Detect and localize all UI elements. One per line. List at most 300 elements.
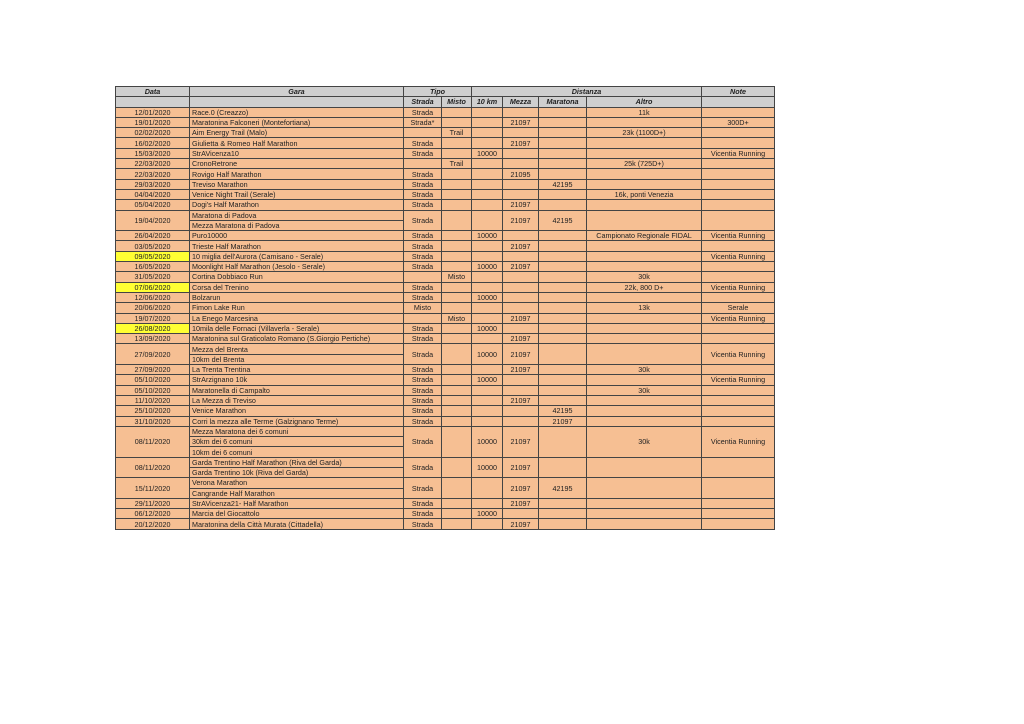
table-row [116, 498, 775, 508]
maratona-cell [539, 107, 587, 117]
table-row [116, 159, 775, 169]
maratona-cell [539, 344, 587, 365]
strada-cell [404, 128, 442, 138]
table-row [116, 241, 775, 251]
maratona-cell [539, 159, 587, 169]
race-name-cell: Giulietta & Romeo Half Marathon [190, 138, 404, 148]
mezza-cell [503, 159, 539, 169]
date-cell: 11/10/2020 [116, 395, 190, 405]
altro-cell [587, 344, 702, 365]
race-name-cell: Maratonella di Campalto [190, 385, 404, 395]
altro-cell [587, 498, 702, 508]
table-row [116, 117, 775, 127]
race-name-cell: Venice Night Trail (Serale) [190, 189, 404, 199]
altro-cell [587, 323, 702, 333]
altro-cell [587, 509, 702, 519]
race-name-cell: StrArzignano 10k [190, 375, 404, 385]
maratona-cell [539, 313, 587, 323]
maratona-cell [539, 323, 587, 333]
table-row [116, 292, 775, 302]
misto-cell [442, 200, 472, 210]
10km-cell: 10000 [472, 292, 503, 302]
misto-cell [442, 148, 472, 158]
date-cell: 13/09/2020 [116, 334, 190, 344]
10km-cell [472, 251, 503, 261]
maratona-cell [539, 303, 587, 313]
maratona-cell [539, 117, 587, 127]
strada-cell: Strada [404, 138, 442, 148]
10km-cell [472, 282, 503, 292]
10km-cell [472, 395, 503, 405]
mezza-cell: 21097 [503, 210, 539, 231]
10km-cell [472, 107, 503, 117]
mezza-cell [503, 406, 539, 416]
altro-cell [587, 478, 702, 499]
10km-cell [472, 498, 503, 508]
maratona-cell [539, 241, 587, 251]
note-cell [702, 365, 775, 375]
10km-cell [472, 519, 503, 529]
race-name-cell: Race.0 (Creazzo) [190, 107, 404, 117]
strada-cell [404, 159, 442, 169]
10km-cell [472, 128, 503, 138]
date-cell: 03/05/2020 [116, 241, 190, 251]
note-cell [702, 395, 775, 405]
table-row [116, 189, 775, 199]
race-table [115, 86, 775, 530]
misto-cell [442, 189, 472, 199]
maratona-cell [539, 282, 587, 292]
altro-cell: 13k [587, 303, 702, 313]
strada-cell: Strada [404, 189, 442, 199]
misto-cell [442, 498, 472, 508]
header-row-sub [116, 97, 775, 107]
mezza-cell [503, 128, 539, 138]
table-row [116, 179, 775, 189]
table-row [116, 478, 775, 488]
altro-cell: 30k [587, 365, 702, 375]
misto-cell [442, 426, 472, 457]
strada-cell: Strada [404, 375, 442, 385]
misto-cell [442, 303, 472, 313]
10km-cell [472, 385, 503, 395]
misto-cell: Misto [442, 272, 472, 282]
altro-cell: 22k, 800 D+ [587, 282, 702, 292]
table-row [116, 262, 775, 272]
header-blank [190, 97, 404, 107]
race-name-cell: Treviso Marathon [190, 179, 404, 189]
race-name-cell: Venice Marathon [190, 406, 404, 416]
maratona-cell [539, 189, 587, 199]
race-name-cell: Corsa del Trenino [190, 282, 404, 292]
race-name-cell: Garda Trentino Half Marathon (Riva del Garda) [190, 457, 404, 467]
misto-cell [442, 395, 472, 405]
strada-cell: Strada [404, 292, 442, 302]
note-cell: Vicentia Running [702, 231, 775, 241]
misto-cell [442, 344, 472, 365]
mezza-cell [503, 107, 539, 117]
strada-cell: Strada [404, 395, 442, 405]
10km-cell [472, 406, 503, 416]
mezza-cell: 21095 [503, 169, 539, 179]
mezza-cell: 21097 [503, 117, 539, 127]
header-strada: Strada [404, 97, 442, 107]
header-blank [116, 97, 190, 107]
table-row [116, 313, 775, 323]
strada-cell: Strada [404, 406, 442, 416]
10km-cell [472, 241, 503, 251]
altro-cell: 16k, ponti Venezia [587, 189, 702, 199]
header-distanza: Distanza [472, 87, 702, 97]
mezza-cell: 21097 [503, 344, 539, 365]
mezza-cell: 21097 [503, 200, 539, 210]
maratona-cell [539, 365, 587, 375]
mezza-cell [503, 416, 539, 426]
race-name-cell: Maratona di Padova [190, 210, 404, 220]
race-name-cell: La Trenta Trentina [190, 365, 404, 375]
table-row [116, 426, 775, 436]
date-cell: 06/12/2020 [116, 509, 190, 519]
strada-cell: Strada [404, 251, 442, 261]
race-name-cell: Mezza Maratona dei 6 comuni [190, 426, 404, 436]
note-cell [702, 189, 775, 199]
strada-cell: Strada [404, 262, 442, 272]
table-row [116, 365, 775, 375]
misto-cell [442, 385, 472, 395]
race-name-cell: Garda Trentino 10k (Riva del Garda) [190, 467, 404, 477]
table-row [116, 148, 775, 158]
strada-cell: Strada [404, 210, 442, 231]
note-cell [702, 179, 775, 189]
altro-cell [587, 169, 702, 179]
misto-cell [442, 292, 472, 302]
race-name-cell: Verona Marathon [190, 478, 404, 488]
date-cell: 26/04/2020 [116, 231, 190, 241]
10km-cell: 10000 [472, 344, 503, 365]
mezza-cell [503, 323, 539, 333]
date-cell: 20/12/2020 [116, 519, 190, 529]
strada-cell: Strada [404, 241, 442, 251]
table-row [116, 406, 775, 416]
maratona-cell [539, 251, 587, 261]
table-row [116, 509, 775, 519]
maratona-cell [539, 272, 587, 282]
misto-cell: Trail [442, 159, 472, 169]
altro-cell [587, 148, 702, 158]
table-row [116, 344, 775, 354]
mezza-cell [503, 303, 539, 313]
race-name-cell: La Mezza di Treviso [190, 395, 404, 405]
table-row [116, 385, 775, 395]
table-row [116, 416, 775, 426]
maratona-cell [539, 375, 587, 385]
table-row [116, 334, 775, 344]
maratona-cell [539, 498, 587, 508]
strada-cell: Strada [404, 457, 442, 478]
race-name-cell: 10mila delle Fornaci (Villaverla - Serale) [190, 323, 404, 333]
table-row [116, 128, 775, 138]
table-row [116, 375, 775, 385]
strada-cell: Strada [404, 365, 442, 375]
10km-cell [472, 334, 503, 344]
date-cell: 26/08/2020 [116, 323, 190, 333]
strada-cell: Strada [404, 200, 442, 210]
race-name-cell: CronoRetrone [190, 159, 404, 169]
mezza-cell [503, 251, 539, 261]
header-note: Note [702, 87, 775, 97]
misto-cell [442, 375, 472, 385]
date-cell: 22/03/2020 [116, 159, 190, 169]
misto-cell [442, 251, 472, 261]
race-name-cell: La Enego Marcesina [190, 313, 404, 323]
race-name-cell: Cortina Dobbiaco Run [190, 272, 404, 282]
misto-cell [442, 231, 472, 241]
race-name-cell: 30km dei 6 comuni [190, 437, 404, 447]
maratona-cell [539, 128, 587, 138]
date-cell: 12/01/2020 [116, 107, 190, 117]
table-row [116, 210, 775, 220]
mezza-cell: 21097 [503, 138, 539, 148]
altro-cell [587, 292, 702, 302]
strada-cell: Strada [404, 334, 442, 344]
table-row [116, 323, 775, 333]
misto-cell: Trail [442, 128, 472, 138]
race-calendar-sheet [115, 86, 774, 530]
misto-cell [442, 478, 472, 499]
altro-cell [587, 262, 702, 272]
date-cell: 20/06/2020 [116, 303, 190, 313]
mezza-cell: 21097 [503, 426, 539, 457]
date-cell: 07/06/2020 [116, 282, 190, 292]
header-mezza: Mezza [503, 97, 539, 107]
maratona-cell [539, 519, 587, 529]
strada-cell: Strada [404, 498, 442, 508]
10km-cell: 10000 [472, 457, 503, 478]
mezza-cell [503, 292, 539, 302]
note-cell [702, 406, 775, 416]
strada-cell: Strada [404, 282, 442, 292]
race-name-cell: Puro10000 [190, 231, 404, 241]
misto-cell [442, 241, 472, 251]
altro-cell [587, 313, 702, 323]
maratona-cell [539, 509, 587, 519]
strada-cell: Strada [404, 509, 442, 519]
mezza-cell [503, 148, 539, 158]
10km-cell: 10000 [472, 148, 503, 158]
maratona-cell [539, 426, 587, 457]
date-cell: 15/03/2020 [116, 148, 190, 158]
date-cell: 05/10/2020 [116, 385, 190, 395]
race-name-cell: 10 miglia dell'Aurora (Camisano - Serale) [190, 251, 404, 261]
10km-cell [472, 189, 503, 199]
altro-cell [587, 251, 702, 261]
10km-cell [472, 478, 503, 499]
note-cell: Vicentia Running [702, 344, 775, 365]
header-misto: Misto [442, 97, 472, 107]
altro-cell [587, 519, 702, 529]
misto-cell [442, 179, 472, 189]
mezza-cell [503, 509, 539, 519]
note-cell [702, 272, 775, 282]
date-cell: 02/02/2020 [116, 128, 190, 138]
10km-cell [472, 303, 503, 313]
table-row [116, 457, 775, 467]
mezza-cell: 21097 [503, 365, 539, 375]
date-cell: 29/11/2020 [116, 498, 190, 508]
table-row [116, 169, 775, 179]
table-row [116, 107, 775, 117]
race-name-cell: Dogi's Half Marathon [190, 200, 404, 210]
10km-cell: 10000 [472, 323, 503, 333]
mezza-cell: 21097 [503, 478, 539, 499]
race-name-cell: Aim Energy Trail (Malo) [190, 128, 404, 138]
altro-cell [587, 117, 702, 127]
misto-cell [442, 457, 472, 478]
altro-cell [587, 334, 702, 344]
note-cell: Vicentia Running [702, 148, 775, 158]
note-cell [702, 128, 775, 138]
table-row [116, 200, 775, 210]
race-name-cell: Maratonina della Città Murata (Cittadella) [190, 519, 404, 529]
maratona-cell [539, 200, 587, 210]
note-cell [702, 416, 775, 426]
misto-cell [442, 519, 472, 529]
strada-cell: Strada [404, 323, 442, 333]
race-name-cell: Moonlight Half Marathon (Jesolo - Serale) [190, 262, 404, 272]
note-cell: Vicentia Running [702, 282, 775, 292]
altro-cell [587, 179, 702, 189]
date-cell: 08/11/2020 [116, 457, 190, 478]
altro-cell [587, 416, 702, 426]
note-cell [702, 169, 775, 179]
header-gara: Gara [190, 87, 404, 97]
misto-cell [442, 334, 472, 344]
date-cell: 05/10/2020 [116, 375, 190, 385]
10km-cell [472, 159, 503, 169]
date-cell: 15/11/2020 [116, 478, 190, 499]
race-name-cell: Mezza del Brenta [190, 344, 404, 354]
misto-cell [442, 365, 472, 375]
altro-cell: 30k [587, 272, 702, 282]
race-name-cell: StrAVicenza21- Half Marathon [190, 498, 404, 508]
date-cell: 05/04/2020 [116, 200, 190, 210]
note-cell [702, 107, 775, 117]
race-name-cell: Trieste Half Marathon [190, 241, 404, 251]
date-cell: 16/05/2020 [116, 262, 190, 272]
note-cell [702, 159, 775, 169]
date-cell: 25/10/2020 [116, 406, 190, 416]
header-maratona: Maratona [539, 97, 587, 107]
race-name-cell: Marcia del Giocattolo [190, 509, 404, 519]
maratona-cell [539, 231, 587, 241]
misto-cell [442, 107, 472, 117]
race-name-cell: Maratonina Falconeri (Montefortiana) [190, 117, 404, 127]
10km-cell [472, 200, 503, 210]
mezza-cell [503, 282, 539, 292]
date-cell: 08/11/2020 [116, 426, 190, 457]
date-cell: 09/05/2020 [116, 251, 190, 261]
maratona-cell [539, 138, 587, 148]
maratona-cell: 42195 [539, 210, 587, 231]
10km-cell: 10000 [472, 509, 503, 519]
altro-cell [587, 138, 702, 148]
10km-cell [472, 117, 503, 127]
maratona-cell: 42195 [539, 478, 587, 499]
race-name-cell: Maratonina sul Graticolato Romano (S.Giorgio Pertiche) [190, 334, 404, 344]
mezza-cell: 21097 [503, 457, 539, 478]
10km-cell: 10000 [472, 231, 503, 241]
race-name-cell: 10km dei 6 comuni [190, 447, 404, 457]
note-cell [702, 241, 775, 251]
date-cell: 22/03/2020 [116, 169, 190, 179]
maratona-cell: 42195 [539, 179, 587, 189]
note-cell: Serale [702, 303, 775, 313]
header-data: Data [116, 87, 190, 97]
date-cell: 19/04/2020 [116, 210, 190, 231]
10km-cell [472, 138, 503, 148]
note-cell [702, 478, 775, 499]
misto-cell [442, 323, 472, 333]
mezza-cell: 21097 [503, 498, 539, 508]
table-row [116, 282, 775, 292]
date-cell: 31/05/2020 [116, 272, 190, 282]
race-rows [116, 107, 775, 529]
maratona-cell [539, 148, 587, 158]
strada-cell: Misto [404, 303, 442, 313]
note-cell [702, 323, 775, 333]
maratona-cell: 21097 [539, 416, 587, 426]
mezza-cell: 21097 [503, 313, 539, 323]
altro-cell: 25k (725D+) [587, 159, 702, 169]
date-cell: 19/01/2020 [116, 117, 190, 127]
header-altro: Altro [587, 97, 702, 107]
date-cell: 31/10/2020 [116, 416, 190, 426]
note-cell [702, 292, 775, 302]
maratona-cell [539, 457, 587, 478]
misto-cell [442, 138, 472, 148]
altro-cell [587, 210, 702, 231]
altro-cell: 23k (1100D+) [587, 128, 702, 138]
header-row-top [116, 87, 775, 97]
strada-cell: Strada [404, 148, 442, 158]
strada-cell: Strada [404, 426, 442, 457]
table-row [116, 138, 775, 148]
misto-cell [442, 509, 472, 519]
maratona-cell [539, 292, 587, 302]
race-name-cell: Fimon Lake Run [190, 303, 404, 313]
strada-cell [404, 272, 442, 282]
altro-cell [587, 457, 702, 478]
date-cell: 27/09/2020 [116, 344, 190, 365]
race-name-cell: StrAVicenza10 [190, 148, 404, 158]
note-cell: Vicentia Running [702, 375, 775, 385]
table-row [116, 251, 775, 261]
note-cell: Vicentia Running [702, 313, 775, 323]
mezza-cell: 21097 [503, 241, 539, 251]
strada-cell: Strada [404, 231, 442, 241]
race-name-cell: Cangrande Half Marathon [190, 488, 404, 498]
strada-cell: Strada [404, 179, 442, 189]
10km-cell: 10000 [472, 375, 503, 385]
maratona-cell [539, 169, 587, 179]
mezza-cell: 21097 [503, 519, 539, 529]
table-row [116, 272, 775, 282]
altro-cell [587, 406, 702, 416]
altro-cell [587, 395, 702, 405]
misto-cell [442, 262, 472, 272]
10km-cell [472, 313, 503, 323]
10km-cell [472, 210, 503, 231]
